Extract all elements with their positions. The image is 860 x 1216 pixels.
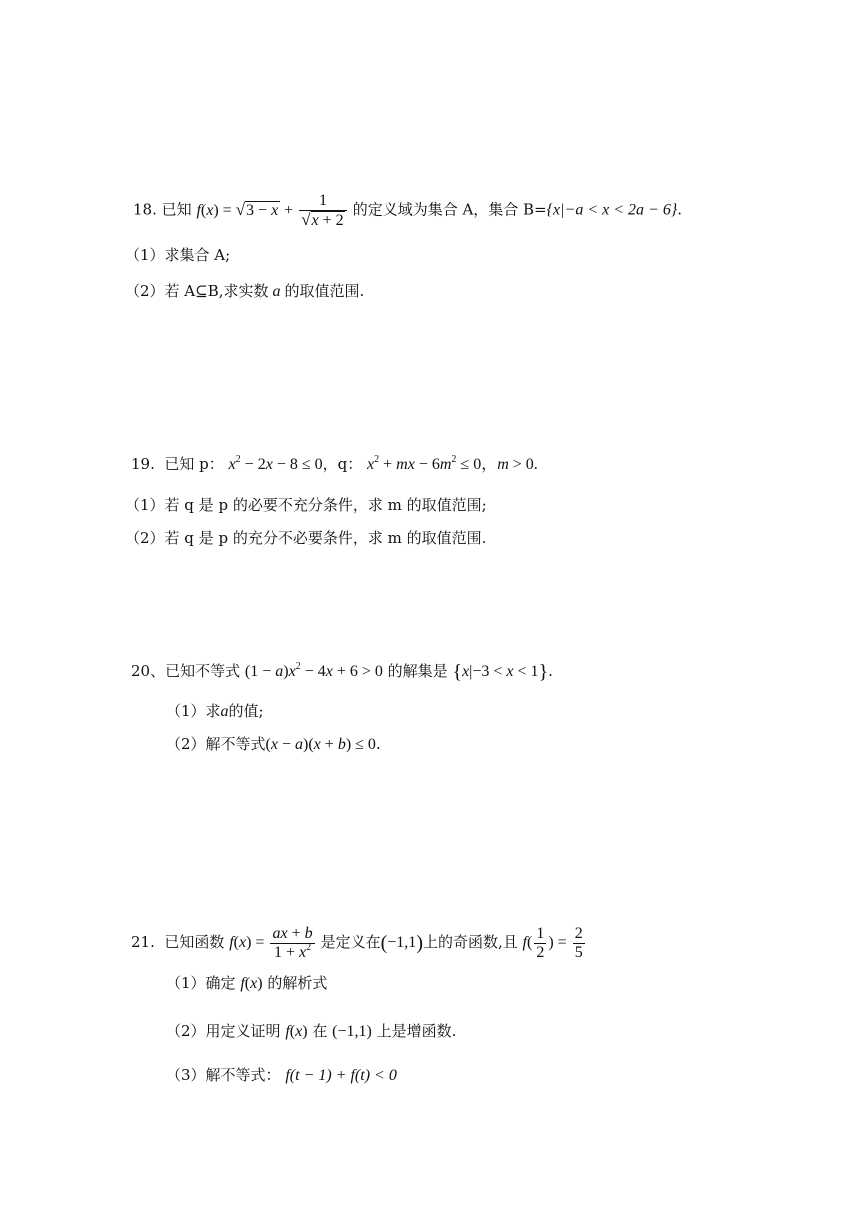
q18-set-b: {x|−a < x < 2a − 6} xyxy=(546,201,678,219)
q19-sep: ，q： xyxy=(322,455,363,473)
q18-part2-text: （2）若 A⊆B,求实数 xyxy=(125,282,269,300)
q20-number: 20、 xyxy=(131,662,166,680)
q21-part2-end: 上是增函数. xyxy=(376,1022,457,1040)
q21-part2-text: （2）用定义证明 xyxy=(166,1022,281,1040)
q21-part3-text: （3）解不等式： xyxy=(166,1066,281,1084)
q20-end: . xyxy=(548,662,553,680)
q21-mid2: 上的奇函数,且 xyxy=(422,933,518,952)
q18-part2-end: 的取值范围. xyxy=(284,282,365,300)
q18-part2: （2）若 A⊆B,求实数 a 的取值范围. xyxy=(125,282,365,300)
q18-end: . xyxy=(677,200,683,219)
q21-mid: 是定义在 xyxy=(320,933,381,952)
q18-mid: 的定义域为集合 A，集合 B= xyxy=(352,200,547,219)
q21-part2-mid: 在 xyxy=(312,1022,328,1040)
q20-prefix: 已知不等式 xyxy=(165,662,241,680)
q20-solution-set: {x|−3 < x < 1} xyxy=(452,661,549,683)
q20-part1-end: 的值; xyxy=(228,702,264,720)
q21-part3 xyxy=(166,1064,397,1087)
q20-part2-inequality: (x − a)(x + b) ≤ 0 xyxy=(265,736,376,753)
q21-part2: （2）用定义证明 f(x) 在 (−1,1) 上是增函数. xyxy=(166,1022,457,1040)
q19-part2: （2）若 q 是 p 的充分不必要条件，求 m 的取值范围. xyxy=(125,529,487,547)
q19-statement xyxy=(131,453,538,476)
q18-fraction: $\frac{1}{√x + 2}$ xyxy=(299,192,346,230)
q21-condition: f( $\frac{1}{2}$ ) = $\frac{2}{5}$ xyxy=(522,925,583,961)
q19-q-inequality: $x^2$ + mx − $6m^2 \le 0$，m > 0. xyxy=(367,454,538,473)
q21-prefix: 已知函数 xyxy=(164,933,225,952)
q20-part1-text: （1）求 xyxy=(166,702,221,720)
q20-statement xyxy=(131,660,553,683)
q18-statement xyxy=(133,192,682,230)
q19-p-inequality: $x^2 - 2x - 8 \le 0$ xyxy=(228,454,323,473)
q18-function: f(x) = √3 − x + $\frac{1}{√x + 2}$ xyxy=(196,202,352,219)
q18-part1: （1）求集合 A; xyxy=(125,246,231,264)
q20-part2 xyxy=(166,733,381,756)
q21-number: 21. xyxy=(131,933,155,952)
q18-number: 18. xyxy=(133,200,157,219)
q20-part1: （1）求a的值; xyxy=(166,702,264,720)
q19-part1: （1）若 q 是 p 的必要不充分条件，求 m 的取值范围; xyxy=(125,496,487,514)
q21-fraction: $\frac{ax + b}{1 + x^2}$ xyxy=(272,925,313,961)
q21-part1: （1）确定 f(x) 的解析式 xyxy=(166,974,328,992)
q21-statement xyxy=(131,925,587,962)
q18-prefix: 已知 xyxy=(161,200,192,219)
q21-part3-inequality: f(t − 1) + f(t) < 0 xyxy=(285,1067,397,1084)
q21-part1-text: （1）确定 xyxy=(166,974,236,992)
q19-number: 19. xyxy=(131,455,155,473)
q20-part2-text: （2）解不等式 xyxy=(166,735,266,753)
q21-function: f(x) = $\frac{ax + b}{1 + x^2}$ xyxy=(229,925,313,961)
q20-inequality: $(1 - a)x^2 - 4x + 6 > 0$ xyxy=(244,661,383,680)
q21-part1-end: 的解析式 xyxy=(267,974,328,992)
q19-prefix: 已知 p： xyxy=(164,455,224,473)
q21-interval: (−1,1) xyxy=(380,932,423,955)
q20-part2-end: . xyxy=(375,735,381,753)
q20-mid: 的解集是 xyxy=(387,662,448,680)
